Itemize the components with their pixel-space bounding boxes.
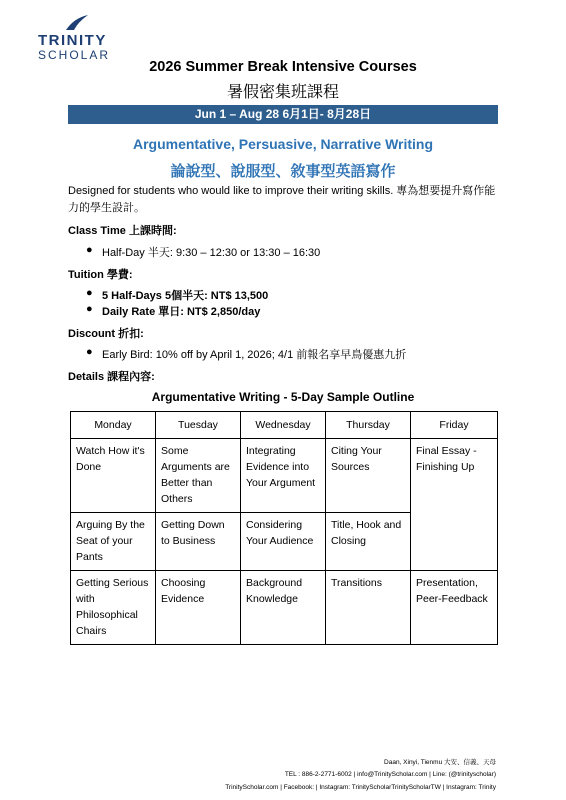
course-title-zh: 論說型、說服型、敘事型英語寫作 [170,163,396,180]
table-cell: Watch How it's Done [71,439,156,513]
table-header-row [71,412,498,439]
trinity-scholar-logo [36,14,118,60]
footer-address: Daan, Xinyi, Tienmu 大安、信義、天母 [384,759,496,766]
table-cell: Final Essay - Finishing Up [411,439,498,571]
table-header-cell: Wednesday [241,412,326,439]
table-row [71,439,498,513]
table-cell: Getting Down to Business [156,513,241,571]
table-cell: Choosing Evidence [156,571,241,645]
outline-table [70,411,498,645]
footer-contact[interactable]: TEL : 886-2-2771-6002 | info@TrinityScholar.com | Line: (@trinityscholar) [284,771,496,778]
table-cell: Considering Your Audience [241,513,326,571]
bullet-icon: ● [86,244,93,256]
table-cell: Citing Your Sources [326,439,411,513]
discount-label: Discount 折扣: [68,328,144,340]
page-title-en: 2026 Summer Break Intensive Courses [149,59,417,75]
list-item: ● Half-Day 半天: 9:30 – 12:30 or 13:30 – 16:30 [86,244,321,259]
date-range-bar: Jun 1 – Aug 28 6月1日- 8月28日 [68,105,498,124]
table-header-cell: Monday [71,412,156,439]
table-cell: Presentation, Peer-Feedback [411,571,498,645]
list-item: ● Early Bird: 10% off by April 1, 2026; 4/1 前報名享早鳥優惠九折 [86,346,407,361]
outline-title: Argumentative Writing - 5-Day Sample Outline [151,390,415,404]
table-cell: Getting Serious with Philosophical Chairs [71,571,156,645]
table-header-cell: Thursday [326,412,411,439]
course-title-en: Argumentative, Persuasive, Narrative Writing [132,136,434,152]
logo-swoosh-icon [64,14,90,32]
table-header-cell: Friday [411,412,498,439]
table-cell: Background Knowledge [241,571,326,645]
logo-text-trinity: TRINITY [38,32,107,49]
table-cell: Integrating Evidence into Your Argument [241,439,326,513]
class-time-label: Class Time 上課時間: [68,225,177,237]
table-cell: Some Arguments are Better than Others [156,439,241,513]
bullet-icon: ● [86,303,93,315]
page-title-zh: 暑假密集班課程 [226,84,339,101]
bullet-icon: ● [86,346,93,358]
table-cell: Arguing By the Seat of your Pants [71,513,156,571]
list-item: ● Daily Rate 單日: NT$ 2,850/day [86,303,261,318]
bullet-icon: ● [86,287,93,299]
table-header-cell: Tuesday [156,412,241,439]
table-cell: Title, Hook and Closing [326,513,411,571]
details-label: Details 課程內容: [68,371,155,383]
table-cell: Transitions [326,571,411,645]
logo-text-scholar: SCHOLAR [38,48,111,62]
course-description: Designed for students who would like to improve their writing skills. 專為想要提升寫作能力的學生設計。 [68,185,496,214]
list-item: ● 5 Half-Days 5個半天: NT$ 13,500 [86,287,269,302]
footer-social[interactable]: TrinityScholar.com | Facebook: | Instagram: TrinityScholarTrinityScholarTW | Instagram: Trinity [225,784,496,791]
tuition-label: Tuition 學費: [68,269,133,281]
table-row [71,571,498,645]
